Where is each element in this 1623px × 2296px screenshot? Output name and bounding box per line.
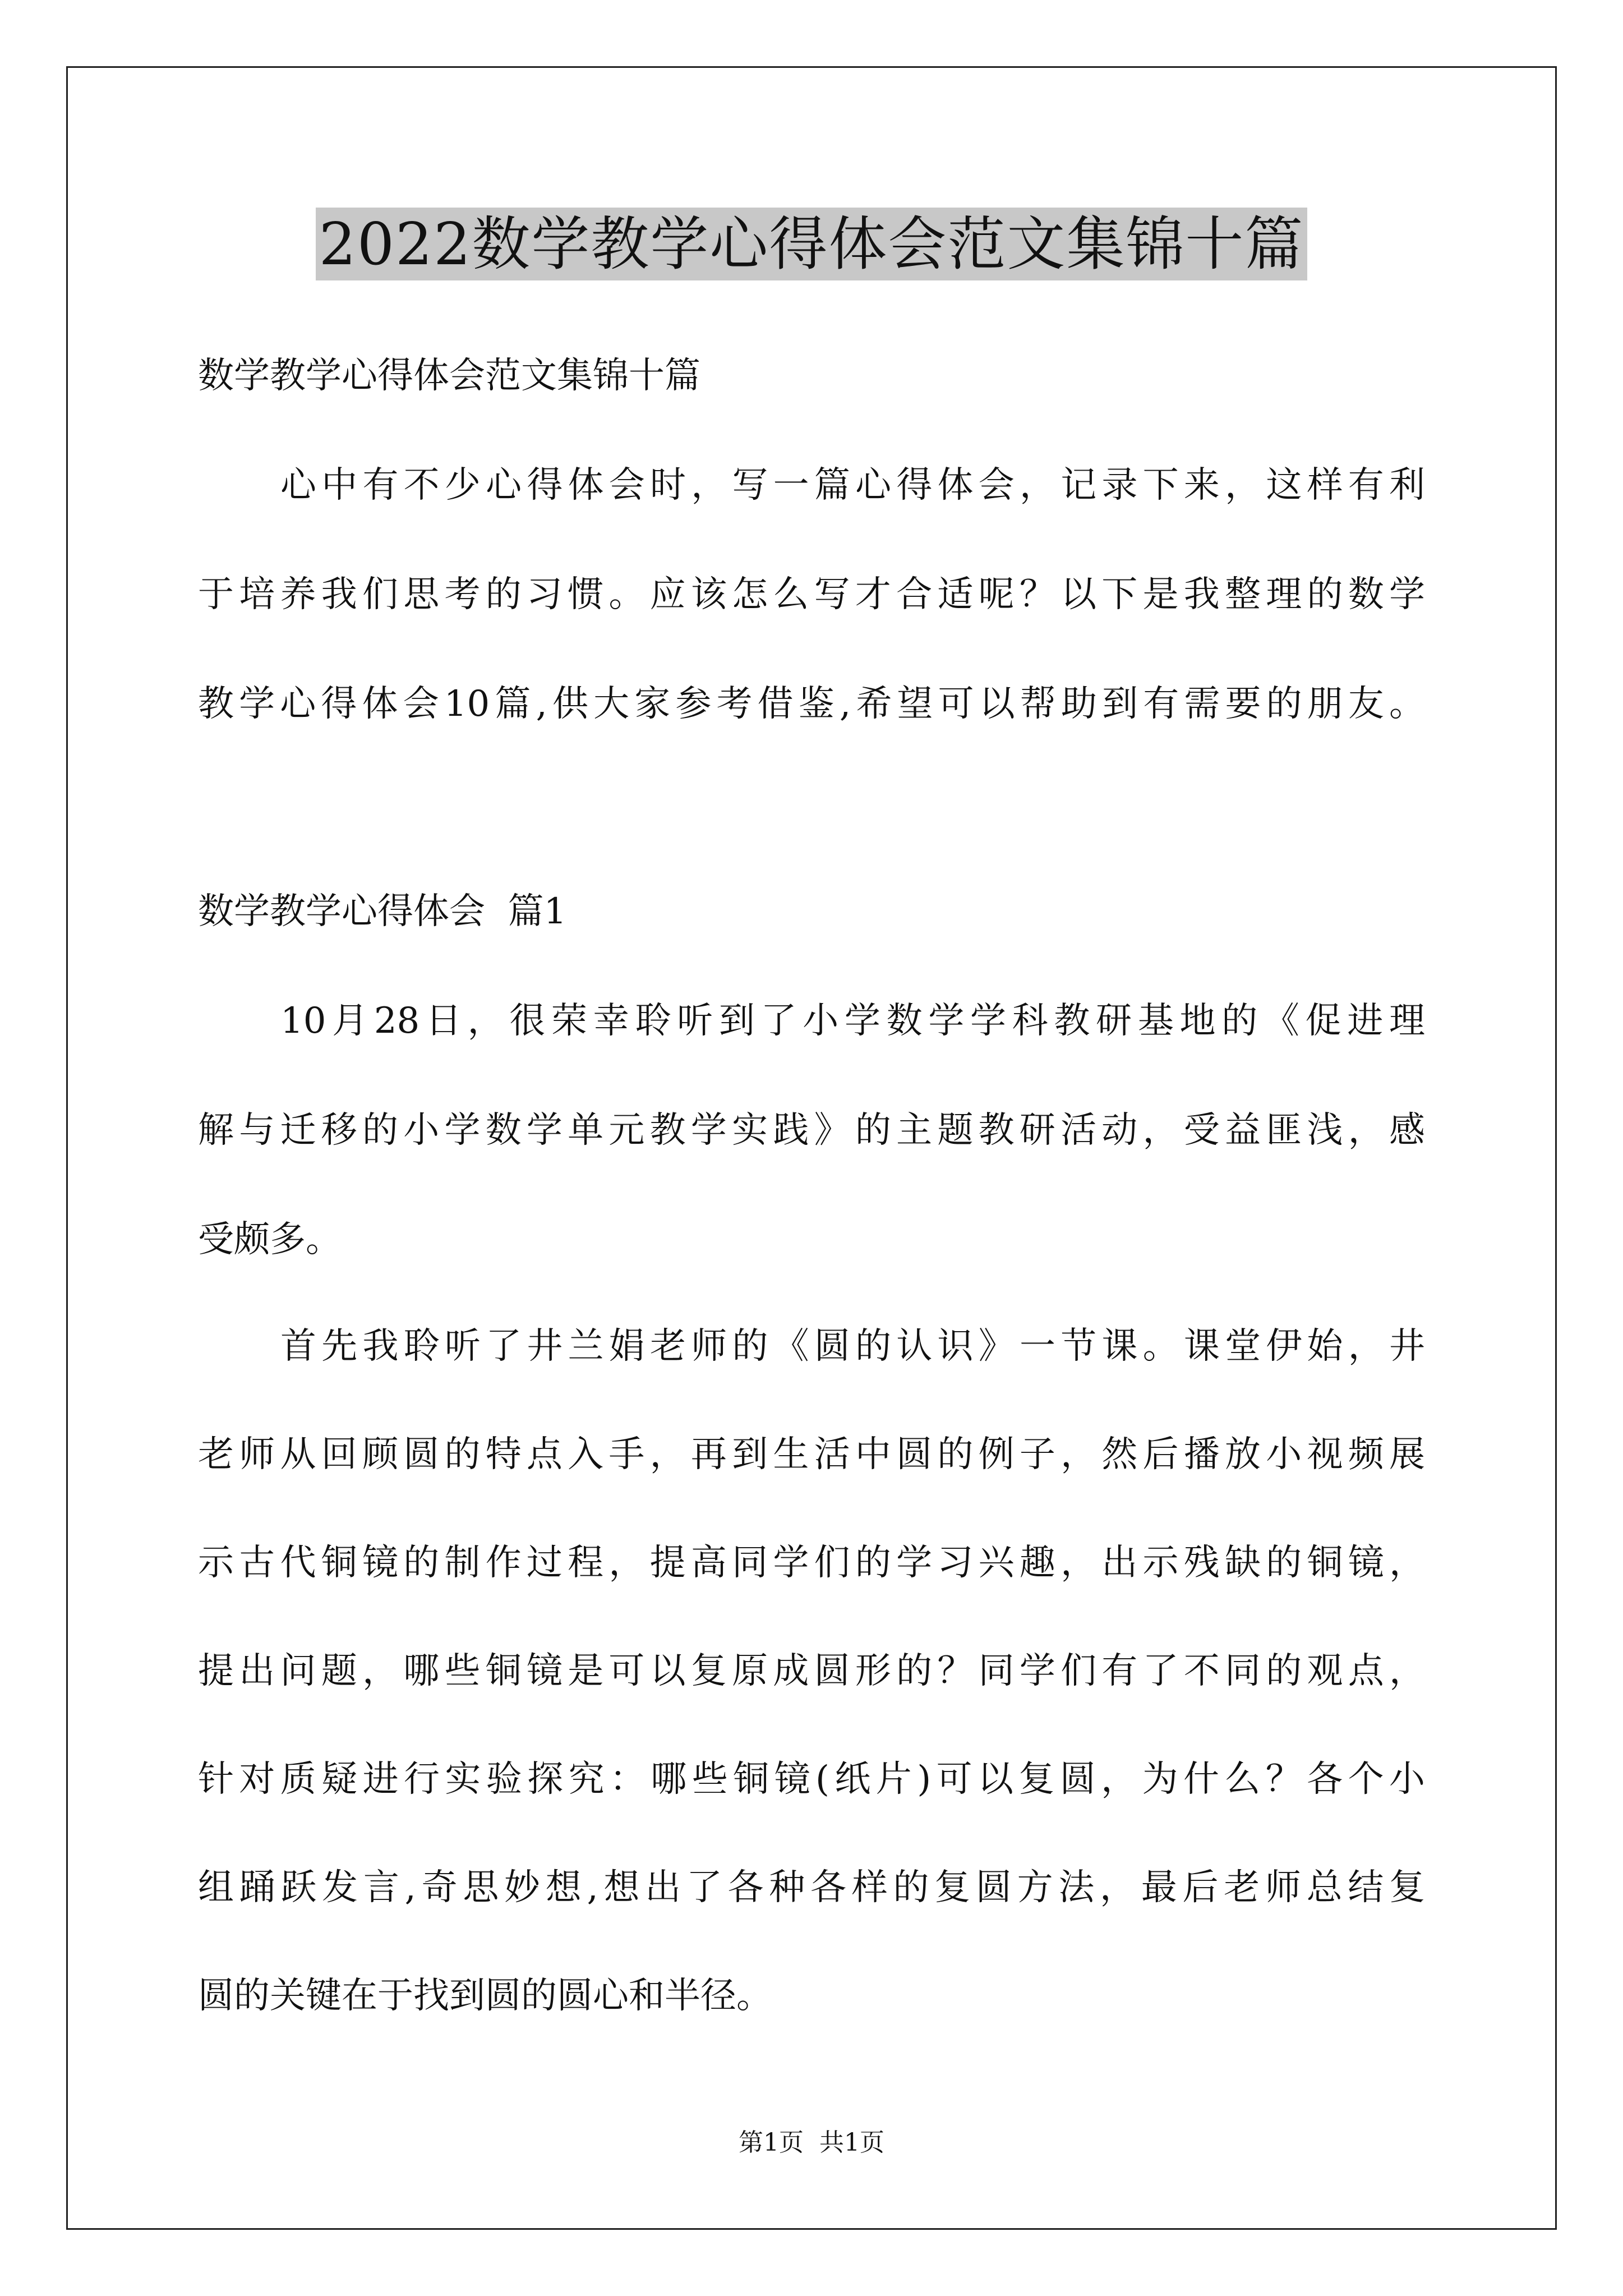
para2-line-7: 圆的关键在于找到圆的圆心和半径。 [198, 1975, 772, 2017]
document-subtitle: 数学教学心得体会范文集锦十篇 [198, 355, 700, 397]
page-footer [0, 2126, 1623, 2160]
para1-line-3: 受颇多。 [198, 1219, 342, 1260]
para2-line-4: 提出问题，哪些铜镜是可以复原成圆形的？同学们有了不同的观点， [198, 1650, 1425, 1692]
para2-line-5: 针对质疑进行实验探究：哪些铜镜(纸片)可以复圆，为什么？各个小 [198, 1759, 1425, 1800]
intro-line-3: 教学心得体会10篇,供大家参考借鉴,希望可以帮助到有需要的朋友。 [198, 683, 1425, 725]
page-total: 共1页 [819, 2128, 884, 2157]
page-number: 第1页 [739, 2128, 804, 2157]
para2-line-6: 组踊跃发言,奇思妙想,想出了各种各样的复圆方法，最后老师总结复 [198, 1867, 1425, 1908]
para2-line-1: 首先我聆听了井兰娟老师的《圆的认识》一节课。课堂伊始，井 [280, 1326, 1425, 1367]
para1-line-2: 解与迁移的小学数学单元教学实践》的主题教研活动，受益匪浅，感 [198, 1110, 1425, 1151]
intro-line-1: 心中有不少心得体会时，写一篇心得体会，记录下来，这样有利 [280, 464, 1425, 506]
para2-line-3: 示古代铜镜的制作过程，提高同学们的学习兴趣，出示残缺的铜镜， [198, 1542, 1425, 1584]
section-heading: 数学教学心得体会 篇1 [198, 891, 567, 932]
para2-line-2: 老师从回顾圆的特点入手，再到生活中圆的例子，然后播放小视频展 [198, 1434, 1425, 1475]
para1-line-1: 10月28日，很荣幸聆听到了小学数学学科教研基地的《促进理 [280, 1000, 1425, 1042]
document-title: 2022数学教学心得体会范文集锦十篇 [316, 208, 1308, 280]
title-block [0, 208, 1623, 280]
intro-line-2: 于培养我们思考的习惯。应该怎么写才合适呢？以下是我整理的数学 [198, 574, 1425, 615]
